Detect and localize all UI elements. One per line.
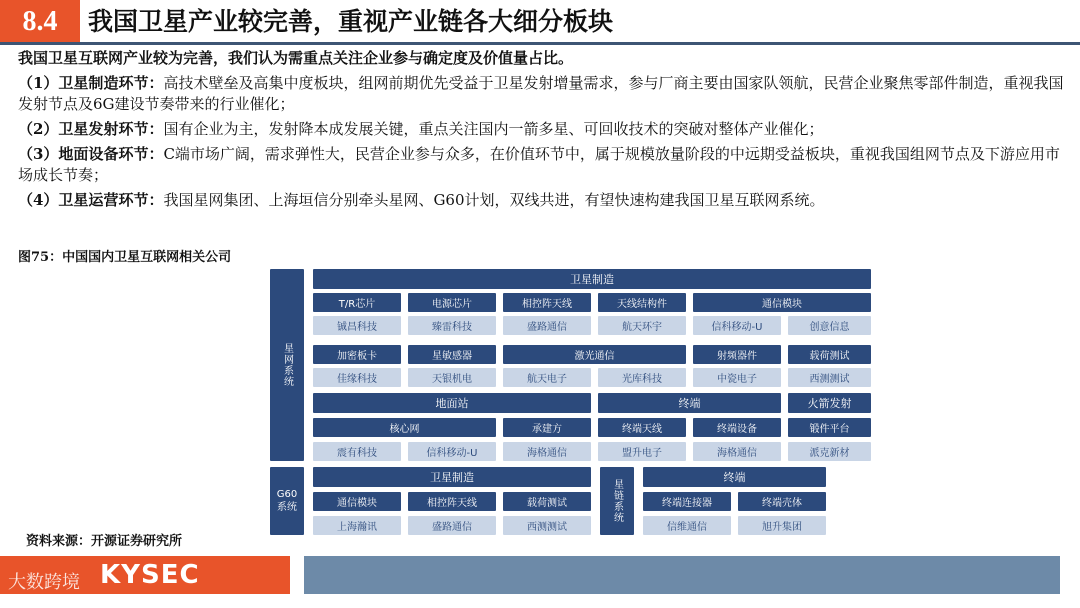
kysec-logo: KYSEC — [100, 560, 200, 590]
company-item: 上海瀚讯 — [313, 516, 401, 535]
company-item: 臻雷科技 — [408, 316, 496, 335]
company-item: 创意信息 — [788, 316, 871, 335]
sub-comm-module: 通信模块 — [693, 293, 871, 312]
company-item: 中瓷电子 — [693, 368, 781, 387]
footer-bar — [304, 556, 1060, 594]
source-note: 资料来源：开源证券研究所 — [26, 534, 183, 549]
item-4-text: 我国星网集团、上海垣信分别牵头星网、G60计划，双线共进，有望快速构建我国卫星互联网系统。 — [163, 191, 825, 209]
sub-payload-test: 载荷测试 — [788, 345, 871, 364]
xingwang-side-label: 星网系统 — [270, 269, 304, 461]
item-3-head: （3）地面设备环节： — [18, 145, 164, 163]
company-item: 铖昌科技 — [313, 316, 401, 335]
sub-antenna-structure: 天线结构件 — [598, 293, 686, 312]
rocket-launch-head: 火箭发射 — [788, 393, 871, 413]
company-item: 盛路通信 — [408, 516, 496, 535]
company-item: 西测测试 — [788, 368, 871, 387]
sub-crypto-card: 加密板卡 — [313, 345, 401, 364]
sub-forging-platform: 锻件平台 — [788, 418, 871, 437]
company-item: 西测测试 — [503, 516, 591, 535]
sub-star-sensor: 星敏感器 — [408, 345, 496, 364]
xingwang-manufacture-head: 卫星制造 — [313, 269, 871, 289]
sub-rf-device: 射频器件 — [693, 345, 781, 364]
item-3 — [18, 144, 1068, 186]
title-rule — [0, 42, 1080, 45]
item-1-head: （1）卫星制造环节： — [18, 74, 164, 92]
xinglian-terminal-head: 终端 — [643, 467, 826, 487]
sub-terminal-connector: 终端连接器 — [643, 492, 731, 511]
sub-power-chip: 电源芯片 — [408, 293, 496, 312]
sub-contractor: 承建方 — [503, 418, 591, 437]
company-item: 海格通信 — [693, 442, 781, 461]
item-3-text: C端市场广阔，需求弹性大，民营企业参与众多，在价值环节中，属于规模放量阶段的中远期受益板块，重视我国组网节点及下游应用市场成长节奏； — [18, 145, 1060, 184]
g60-manufacture-head: 卫星制造 — [313, 467, 591, 487]
company-item: 盟升电子 — [598, 442, 686, 461]
g60-side-label: G60系统 — [270, 467, 304, 535]
sub-laser-comm: 激光通信 — [503, 345, 686, 364]
item-2 — [18, 119, 1068, 140]
section-number: 8.4 — [0, 0, 80, 44]
company-item: 航天电子 — [503, 368, 591, 387]
sub-payload-test: 载荷测试 — [503, 492, 591, 511]
sub-terminal-device: 终端设备 — [693, 418, 781, 437]
ground-station-head: 地面站 — [313, 393, 591, 413]
item-2-head: （2）卫星发射环节： — [18, 120, 164, 138]
sub-phased-array: 相控阵天线 — [408, 492, 496, 511]
sub-terminal-housing: 终端壳体 — [738, 492, 826, 511]
xinglian-side-label: 星链系统 — [600, 467, 634, 535]
lead-paragraph: 我国卫星互联网产业较为完善，我们认为需重点关注企业参与确定度及价值量占比。 — [18, 49, 574, 67]
company-item: 信维通信 — [643, 516, 731, 535]
sub-comm-module: 通信模块 — [313, 492, 401, 511]
company-item: 佳缘科技 — [313, 368, 401, 387]
item-4-head: （4）卫星运营环节： — [18, 191, 164, 209]
figure-caption: 图75：中国国内卫星互联网相关公司 — [18, 250, 232, 265]
company-item: 信科移动-U — [693, 316, 781, 335]
company-item: 信科移动-U — [408, 442, 496, 461]
company-item: 航天环宇 — [598, 316, 686, 335]
body-text — [18, 48, 1068, 215]
item-1-text: 高技术壁垒及高集中度板块，组网前期优先受益于卫星发射增量需求，参与厂商主要由国家队领航，民营企业聚焦零部件制造，重视我国发射节点及6G建设节奏带来的行业催化； — [18, 74, 1064, 113]
terminal-head: 终端 — [598, 393, 781, 413]
company-item: 光库科技 — [598, 368, 686, 387]
title-bar — [0, 0, 1080, 44]
sub-terminal-antenna: 终端天线 — [598, 418, 686, 437]
company-item: 海格通信 — [503, 442, 591, 461]
sub-tr-chip: T/R芯片 — [313, 293, 401, 312]
company-item: 天银机电 — [408, 368, 496, 387]
item-4 — [18, 190, 1068, 211]
company-item: 震有科技 — [313, 442, 401, 461]
company-item: 派克新材 — [788, 442, 871, 461]
sub-core-network: 核心网 — [313, 418, 496, 437]
watermark: 大数跨境 — [8, 572, 80, 593]
company-item: 盛路通信 — [503, 316, 591, 335]
company-item: 旭升集团 — [738, 516, 826, 535]
item-1 — [18, 73, 1068, 115]
item-2-text: 国有企业为主，发射降本成发展关键，重点关注国内一箭多星、可回收技术的突破对整体产业催化； — [163, 120, 824, 138]
page-title: 我国卫星产业较完善，重视产业链各大细分板块 — [88, 7, 614, 36]
sub-phased-array: 相控阵天线 — [503, 293, 591, 312]
